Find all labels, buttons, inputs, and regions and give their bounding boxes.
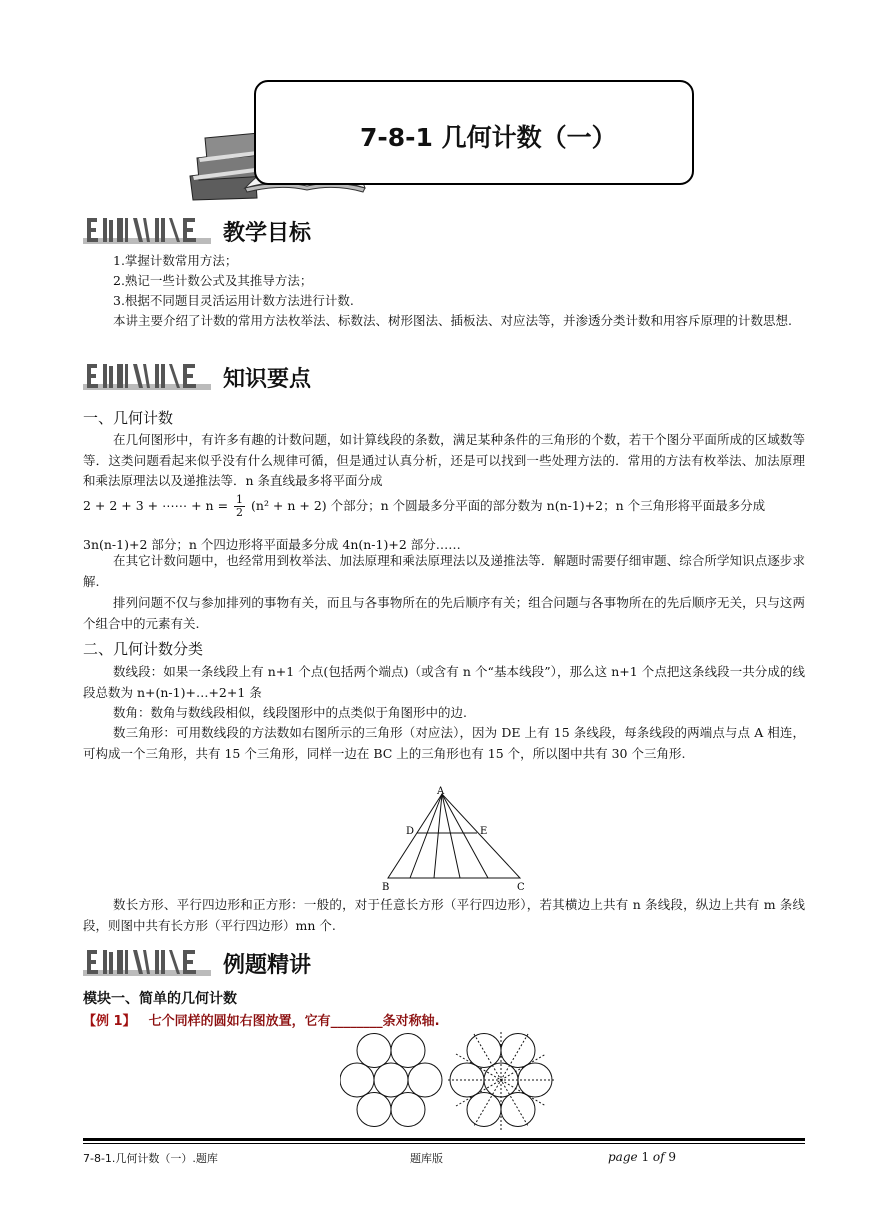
label-c: C [517,882,525,893]
paragraph: 3n(n-1)+2 部分；n 个四边形将平面最多分成 4n(n-1)+2 部分…… [83,537,461,552]
paragraph-rectangles: 数长方形、平行四边形和正方形：一般的，对于任意长方形（平行四边形），若其横边上共有 n 条线段，纵边上共有 m 条线段，则图中共有长方形（平行四边形）mn 个. [83,897,805,933]
module-heading: 模块一、简单的几何计数 [83,991,237,1007]
page-current: 1 [641,1150,650,1164]
heading-geometry-counting: 一、几何计数 [83,409,174,427]
page-total: 9 [668,1150,677,1164]
paragraph: 排列问题不仅与参加排列的事物有关，而且与各事物所在的先后顺序有关；组合问题与各事物所在的先后顺序无关，只与这两个组合中的元素有关. [83,595,805,631]
section-logo-icon [83,948,211,980]
page-number [608,1150,676,1164]
example-question: 七个同样的圆如右图放置，它有________条对称轴. [148,1014,440,1029]
formula-line [83,494,765,519]
fraction-denominator: 2 [236,506,244,519]
paragraph-angles: 数角：数角与数线段相似，线段图形中的点类似于角图形中的边. [113,705,467,720]
goal-item: 2.熟记一些计数公式及其推导方法； [113,273,313,288]
page-title: 7-8-1 几何计数（一） [360,123,617,152]
label-b: B [382,882,390,893]
paragraph: 在几何图形中，有许多有趣的计数问题，如计算线段的条数，满足某种条件的三角形的个数，若干个图分平面所成的区域数等等．这类问题看起来似乎没有什么规律可循，但是通过认真分析，还是可以找到一些处理方法的．常用的方法有枚举法、加法原理和乘法原理法以及递推法等．n 条直线最多将平面分成 [83,432,805,488]
heading-classification: 二、几何计数分类 [83,640,204,658]
fraction-numerator: 1 [236,493,244,506]
fraction [234,494,245,519]
paragraph: 在其它计数问题中，也经常用到枚举法、加法原理和乘法原理法以及递推法等．解题时需要仔细审题、综合所学知识点逐步求解. [83,553,805,589]
footer-center: 题库版 [410,1152,443,1165]
paragraph-triangles: 数三角形：可用数线段的方法数如右图所示的三角形（对应法），因为 DE 上有 15 条线段，每条线段的两端点与点 A 相连，可构成一个三角形，共有 15 个三角形，同样一边在 BC 上的三角形也有 15 个，所以图中共有 30 个三角形. [83,725,805,761]
triangle-figure [378,786,533,894]
seven-circles-figure [340,1030,560,1130]
example-tag: 【例 1】 [83,1014,136,1029]
footer-rule [83,1138,805,1141]
paragraph-segments: 数线段：如果一条线段上有 n+1 个点(包括两个端点)（或含有 n 个“基本线段”），那么这 n+1 个点把这条线段一共分成的线段总数为 n+(n-1)+…+2+1 条 [83,664,805,700]
goal-summary: 本讲主要介绍了计数的常用方法枚举法、标数法、树形图法、插板法、对应法等，并渗透分类计数和用容斥原理的计数思想. [113,313,792,328]
section-title: 例题精讲 [223,953,312,978]
page-prefix: page [608,1150,638,1164]
label-a: A [437,786,445,797]
footer-left: 7-8-1.几何计数（一）.题库 [83,1152,218,1165]
goal-item: 1.掌握计数常用方法； [113,253,238,268]
section-logo-icon [83,216,211,248]
section-logo-icon [83,362,211,394]
label-d: D [406,826,415,837]
label-e: E [480,826,488,837]
section-title: 教学目标 [223,221,312,246]
page-of: of [652,1150,665,1164]
section-title: 知识要点 [223,367,312,392]
formula-left: 2 + 2 + 3 + ⋯⋯ + n = [83,498,229,513]
footer-rule-thin [83,1143,805,1144]
example-1 [83,1010,440,1029]
goal-item: 3.根据不同题目灵活运用计数方法进行计数. [113,293,354,308]
formula-right: (n² + n + 2) 个部分；n 个圆最多分平面的部分数为 n(n-1)+2；n 个三角形将平面最多分成 [251,498,766,513]
